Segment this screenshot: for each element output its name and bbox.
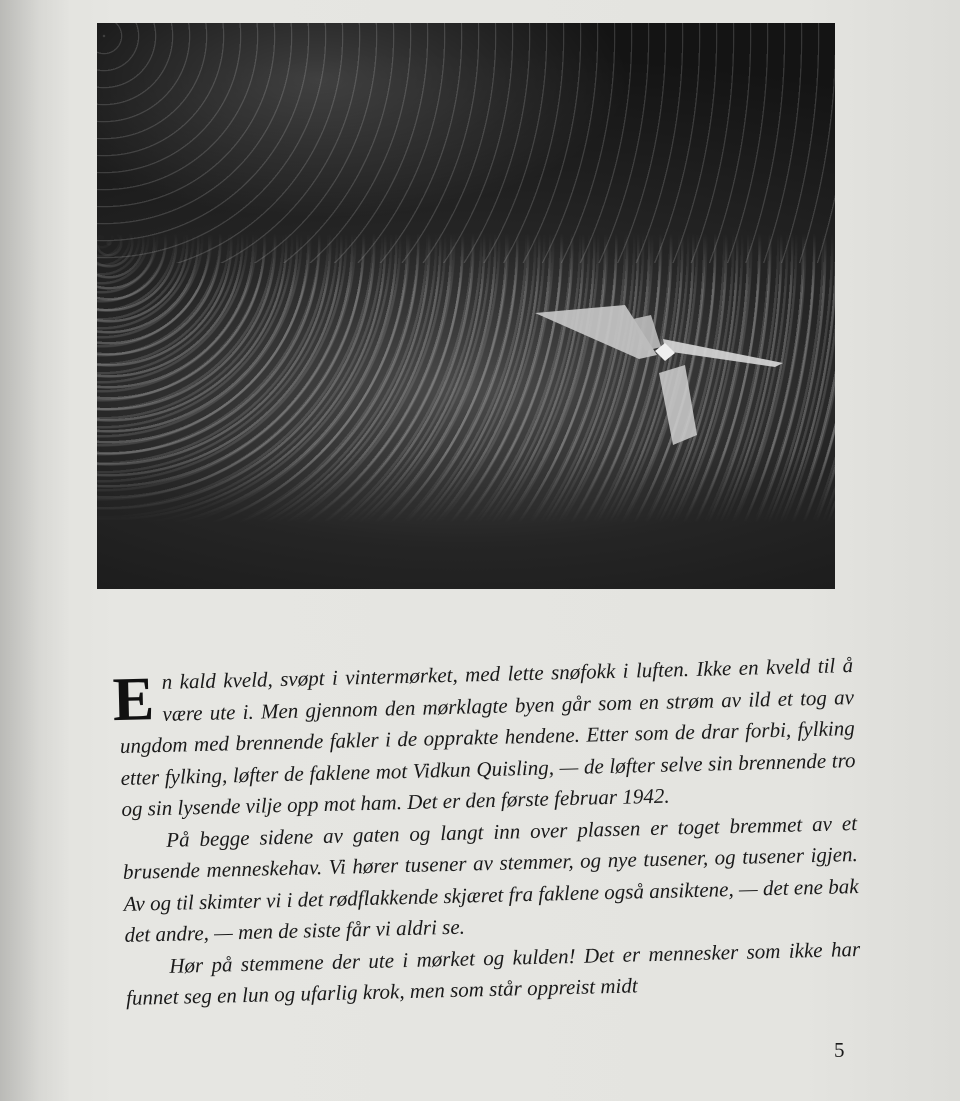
- paragraph-1: [111, 650, 857, 825]
- crowd-photograph: [97, 23, 835, 589]
- page-gutter-shadow: [0, 0, 70, 1101]
- paragraph-3: Hør på stemmene der ute i mørket og kulden! Det er mennesker som ikke har funnet seg en lun og ufarlig krok, men som står oppreist midt: [125, 936, 861, 1010]
- paragraph-1-text: n kald kveld, svøpt i vintermørket, med lette snøfokk i luften. Ikke en kveld til å være ute i. Men gjennom den mørklagte byen går som en strøm av ild et tog av ungdom med brennende fakler i de opprakte hendene. Etter som de drar forbi, fylking etter fylking, løfter de faklene mot Vidkun Quisling, — de løfter selve sin brennende tro og sin lysende vilje opp mot ham. Det er den første februar 1942.: [119, 653, 856, 821]
- page-number: 5: [834, 1038, 845, 1062]
- snowfall-texture: [97, 23, 835, 263]
- drop-cap: E: [111, 665, 155, 735]
- sun-cross-emblem-icon: [535, 285, 785, 485]
- body-text: [111, 650, 861, 1014]
- paragraph-2: På begge sidene av gaten og langt inn over plassen er toget bremmet av et brusende menneskehav. Vi hører tusener av stemmer, og nye tusener, og tusener igjen. Av og til skimter vi i det rødflakkende skjæret fra faklene også ansiktene, — det ene bak det andre, — men de siste får vi aldri se.: [122, 810, 859, 947]
